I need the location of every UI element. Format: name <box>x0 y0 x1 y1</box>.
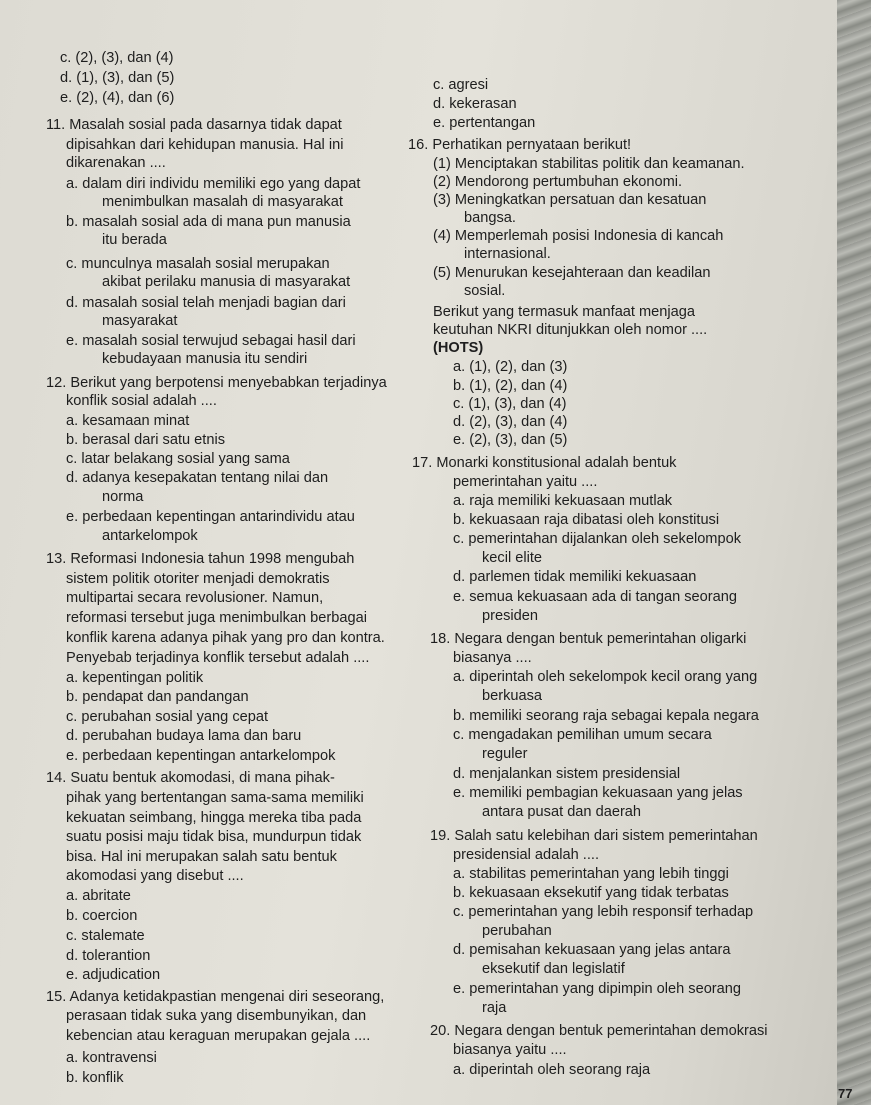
text-line: c. (2), (3), dan (4) <box>60 50 174 66</box>
text-line: kebencian atau keraguan merupakan gejala .... <box>66 1028 371 1044</box>
text-line: bisa. Hal ini merupakan salah satu bentuk <box>66 849 337 865</box>
option: a. raja memiliki kekuasaan mutlak <box>453 493 672 509</box>
text-line: eksekutif dan legislatif <box>482 961 625 977</box>
text-line: berkuasa <box>482 688 543 704</box>
text-line: akibat perilaku manusia di masyarakat <box>102 274 351 290</box>
option: b. kekuasaan eksekutif yang tidak terbatas <box>453 885 729 901</box>
text-line: pemerintahan yaitu .... <box>453 474 598 490</box>
question-17: 17. Monarki konstitusional adalah bentuk <box>412 455 677 471</box>
option: c. munculnya masalah sosial merupakan <box>66 256 330 272</box>
text-line: e. (2), (4), dan (6) <box>60 90 175 106</box>
option: e. perbedaan kepentingan antarindividu atau <box>66 509 355 525</box>
option: a. diperintah oleh sekelompok kecil orang yang <box>453 669 758 685</box>
statement: (2) Mendorong pertumbuhan ekonomi. <box>433 174 683 190</box>
text-line: kekuatan seimbang, hingga mereka tiba pada <box>66 810 362 826</box>
text-line: konflik sosial adalah .... <box>66 393 217 409</box>
text-line: akomodasi yang disebut .... <box>66 868 244 884</box>
option: d. adanya kesepakatan tentang nilai dan <box>66 470 329 486</box>
option: e. memiliki pembagian kekuasaan yang jelas <box>453 785 743 801</box>
option: c. pemerintahan yang lebih responsif terhadap <box>453 904 754 920</box>
text-line: dikarenakan .... <box>66 155 166 171</box>
text-line: dipisahkan dari kehidupan manusia. Hal ini <box>66 137 344 153</box>
option: e. (2), (3), dan (5) <box>453 432 568 448</box>
option: e. pertentangan <box>433 115 536 131</box>
option: c. latar belakang sosial yang sama <box>66 451 290 467</box>
text-line: perubahan <box>482 923 552 939</box>
text-line: biasanya .... <box>453 650 532 666</box>
option: b. kekuasaan raja dibatasi oleh konstitusi <box>453 512 720 528</box>
text-line: reformasi tersebut juga menimbulkan berbagai <box>66 610 367 626</box>
text-line: raja <box>482 1000 507 1016</box>
option: e. semua kekuasaan ada di tangan seorang <box>453 589 737 605</box>
option: d. menjalankan sistem presidensial <box>453 766 681 782</box>
statement: (4) Memperlemah posisi Indonesia di kancah <box>433 228 724 244</box>
option: a. (1), (2), dan (3) <box>453 359 568 375</box>
option: b. pendapat dan pandangan <box>66 689 249 705</box>
text-line: itu berada <box>102 232 167 248</box>
option: a. kepentingan politik <box>66 670 204 686</box>
option: a. stabilitas pemerintahan yang lebih tinggi <box>453 866 729 882</box>
text-line: sistem politik otoriter menjadi demokratis <box>66 571 330 587</box>
text-line: d. (1), (3), dan (5) <box>60 70 175 86</box>
option: d. kekerasan <box>433 96 517 112</box>
text-line: multipartai secara revolusioner. Namun, <box>66 590 324 606</box>
question-12: 12. Berikut yang berpotensi menyebabkan terjadinya <box>46 375 387 391</box>
text-line: presidensial adalah .... <box>453 847 600 863</box>
page-edge-shadow <box>837 0 871 1105</box>
question-11: 11. Masalah sosial pada dasarnya tidak dapat <box>46 117 342 133</box>
left-column <box>0 0 420 1105</box>
option: d. tolerantion <box>66 948 151 964</box>
text-line: sosial. <box>464 283 506 299</box>
text-line: pihak yang bertentangan sama-sama memiliki <box>66 790 364 806</box>
question-19: 19. Salah satu kelebihan dari sistem pemerintahan <box>430 828 758 844</box>
option: e. pemerintahan yang dipimpin oleh seorang <box>453 981 742 997</box>
option: b. coercion <box>66 908 138 924</box>
text-line: menimbulkan masalah di masyarakat <box>102 194 343 210</box>
text-line: keutuhan NKRI ditunjukkan oleh nomor .... <box>433 322 708 338</box>
option: a. kontravensi <box>66 1050 157 1066</box>
text-line: antara pusat dan daerah <box>482 804 642 820</box>
option: c. mengadakan pemilihan umum secara <box>453 727 712 743</box>
statement: (1) Menciptakan stabilitas politik dan keamanan. <box>433 156 745 172</box>
option: c. perubahan sosial yang cepat <box>66 709 269 725</box>
question-18: 18. Negara dengan bentuk pemerintahan oligarki <box>430 631 747 647</box>
text-line: antarkelompok <box>102 528 198 544</box>
question-20: 20. Negara dengan bentuk pemerintahan demokrasi <box>430 1023 768 1039</box>
option: a. kesamaan minat <box>66 413 190 429</box>
option: b. berasal dari satu etnis <box>66 432 225 448</box>
option: d. (2), (3), dan (4) <box>453 414 568 430</box>
option: e. adjudication <box>66 967 161 983</box>
option: e. perbedaan kepentingan antarkelompok <box>66 748 336 764</box>
text-line: Penyebab terjadinya konflik tersebut adalah .... <box>66 650 370 666</box>
question-14: 14. Suatu bentuk akomodasi, di mana pihak- <box>46 770 335 786</box>
option: e. masalah sosial terwujud sebagai hasil dari <box>66 333 356 349</box>
question-13: 13. Reformasi Indonesia tahun 1998 mengubah <box>46 551 355 567</box>
text-line: suatu posisi maju tidak bisa, mundurpun tidak <box>66 829 362 845</box>
text-line: kebudayaan manusia itu sendiri <box>102 351 308 367</box>
question-16: 16. Perhatikan pernyataan berikut! <box>408 137 632 153</box>
option: d. parlemen tidak memiliki kekuasaan <box>453 569 697 585</box>
text-line: reguler <box>482 746 528 762</box>
text-line: internasional. <box>464 246 551 262</box>
option: d. masalah sosial telah menjadi bagian dari <box>66 295 346 311</box>
page-number: 77 <box>838 1086 853 1101</box>
option: c. (1), (3), dan (4) <box>453 396 567 412</box>
text-line: kecil elite <box>482 550 543 566</box>
text-line: bangsa. <box>464 210 516 226</box>
option: d. pemisahan kekuasaan yang jelas antara <box>453 942 731 958</box>
statement: (5) Menurukan kesejahteraan dan keadilan <box>433 265 711 281</box>
text-line: Berikut yang termasuk manfaat menjaga <box>433 304 696 320</box>
option: a. diperintah oleh seorang raja <box>453 1062 651 1078</box>
question-15: 15. Adanya ketidakpastian mengenai diri seseorang, <box>46 989 385 1005</box>
text-line: presiden <box>482 608 538 624</box>
text-line: perasaan tidak suka yang disembunyikan, dan <box>66 1008 367 1024</box>
text-line: norma <box>102 489 144 505</box>
option: c. pemerintahan dijalankan oleh sekelompok <box>453 531 741 547</box>
option: d. perubahan budaya lama dan baru <box>66 728 302 744</box>
option: a. dalam diri individu memiliki ego yang dapat <box>66 176 361 192</box>
option: b. masalah sosial ada di mana pun manusia <box>66 214 351 230</box>
option: c. stalemate <box>66 928 145 944</box>
text-line: konflik karena adanya pihak yang pro dan kontra. <box>66 630 385 646</box>
option: c. agresi <box>433 77 489 93</box>
text-line: biasanya yaitu .... <box>453 1042 567 1058</box>
hots-label: (HOTS) <box>433 340 484 356</box>
option: b. memiliki seorang raja sebagai kepala negara <box>453 708 759 724</box>
text-line: masyarakat <box>102 313 178 329</box>
option: b. konflik <box>66 1070 124 1086</box>
option: b. (1), (2), dan (4) <box>453 378 568 394</box>
statement: (3) Meningkatkan persatuan dan kesatuan <box>433 192 707 208</box>
option: a. abritate <box>66 888 131 904</box>
